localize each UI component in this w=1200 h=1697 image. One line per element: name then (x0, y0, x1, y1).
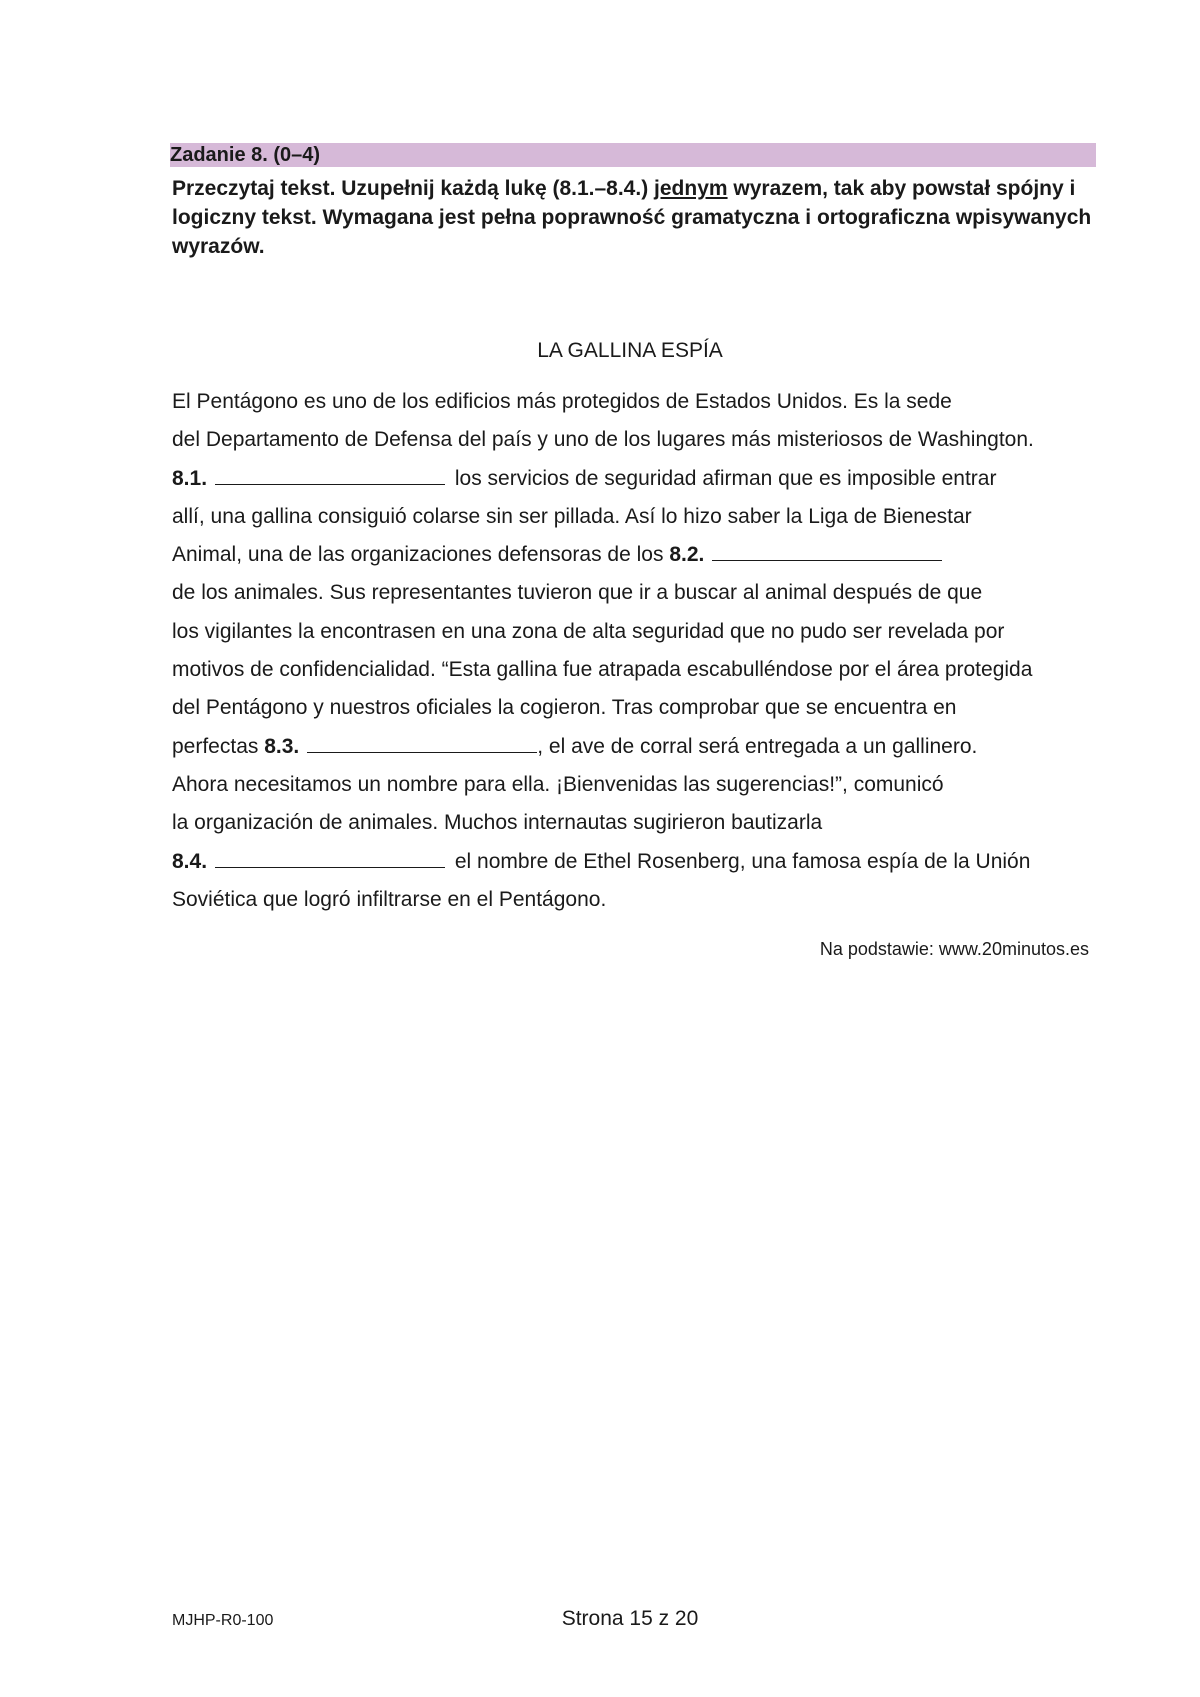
text-segment: , el ave de corral será entregada a un gallinero. (537, 734, 978, 758)
text-line (172, 734, 1112, 772)
text-line (172, 849, 1112, 887)
instruction-text-1: Przeczytaj tekst. Uzupełnij każdą lukę (8.1.–8.4.) (172, 177, 655, 200)
gap-label-8-2: 8.2. (669, 543, 705, 567)
gap-8-3-blank[interactable] (307, 734, 537, 753)
text-segment: perfectas (172, 734, 265, 758)
reading-text (172, 389, 1112, 925)
text-line: la organización de animales. Muchos internautas sugirieron bautizarla (172, 811, 823, 835)
text-segment: Animal, una de las organizaciones defensoras de los (172, 543, 670, 567)
gap-label-8-3: 8.3. (264, 734, 300, 758)
text-line: allí, una gallina consiguió colarse sin ser pillada. Así lo hizo saber la Liga de Bienestar (172, 504, 972, 528)
gap-8-1-blank[interactable] (215, 466, 445, 485)
gap-8-4-blank[interactable] (215, 849, 445, 868)
task-instructions (172, 174, 1102, 261)
text-line: los vigilantes la encontrasen en una zona de alta seguridad que no pudo ser revelada por (172, 619, 1005, 643)
text-segment: el nombre de Ethel Rosenberg, una famosa espía de la Unión (449, 849, 1031, 873)
text-line: de los animales. Sus representantes tuvieron que ir a buscar al animal después de que (172, 581, 983, 605)
page-number: Strona 15 z 20 (561, 1607, 699, 1630)
text-line: del Departamento de Defensa del país y uno de los lugares más misteriosos de Washington. (172, 428, 1034, 452)
text-line: del Pentágono y nuestros oficiales la cogieron. Tras comprobar que se encuentra en (172, 696, 957, 720)
instruction-underlined-word: jednym (654, 177, 728, 200)
exam-code: MJHP-R0-100 (172, 1612, 274, 1629)
text-title: LA GALLINA ESPÍA (537, 339, 723, 362)
text-line: motivos de confidencialidad. “Esta gallina fue atrapada escabulléndose por el área protegida (172, 658, 1033, 682)
text-line (172, 542, 1112, 580)
source-note: Na podstawie: www.20minutos.es (819, 939, 1089, 959)
text-line: Soviética que logró infiltrarse en el Pentágono. (172, 887, 607, 911)
gap-label-8-4: 8.4. (172, 849, 208, 873)
task-header: Zadanie 8. (0–4) (170, 143, 1096, 167)
text-line: Ahora necesitamos un nombre para ella. ¡Bienvenidas las sugerencias!”, comunicó (172, 772, 944, 796)
gap-8-2-blank[interactable] (712, 542, 942, 561)
instruction-text-2: wyrazem, tak aby powstał spójny i logiczny tekst. Wymagana jest pełna poprawność gramatyczna i ortograficzna wpisywanych wyrazów. (172, 177, 1092, 258)
text-segment: los servicios de seguridad afirman que es imposible entrar (449, 466, 997, 490)
gap-label-8-1: 8.1. (172, 466, 208, 490)
text-line: El Pentágono es uno de los edificios más protegidos de Estados Unidos. Es la sede (172, 390, 952, 413)
text-line (172, 466, 1112, 504)
